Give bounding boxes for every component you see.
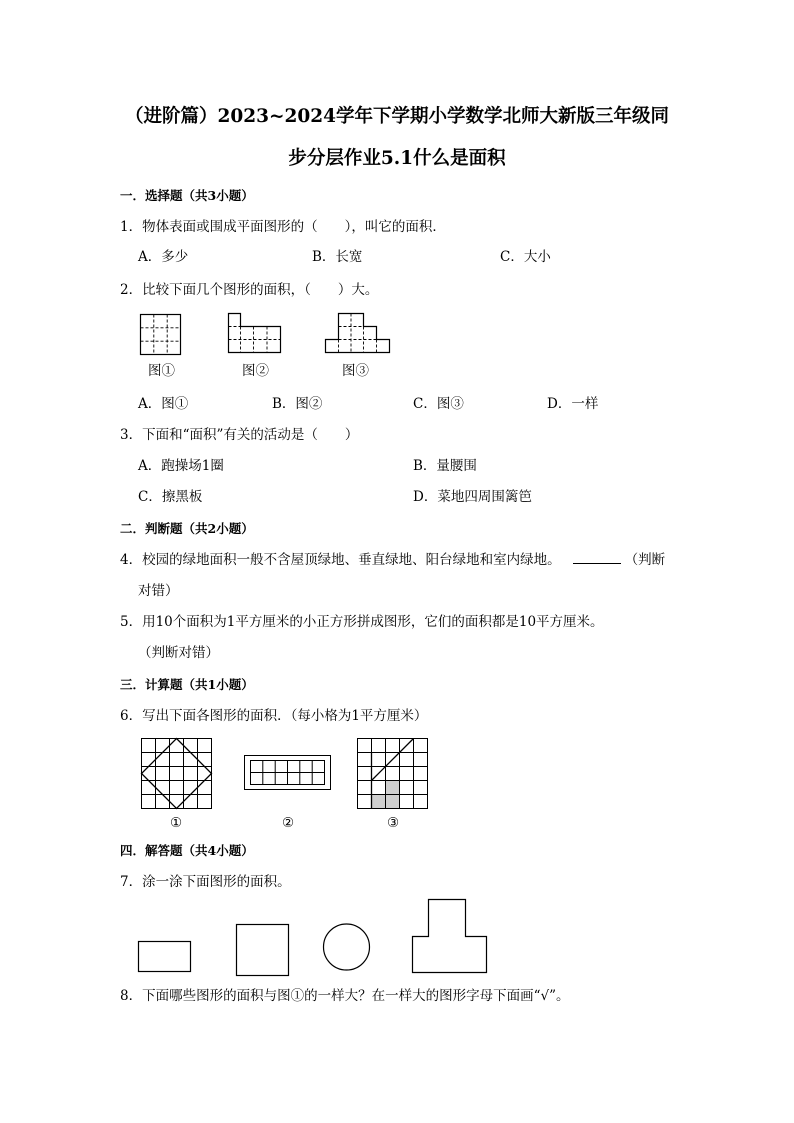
question-7-t-shape [413, 900, 487, 973]
question-7-text: 7．涂一涂下面图形的面积。 [120, 874, 291, 890]
question-1-text: 1．物体表面或围成平面图形的（ ），叫它的面积． [120, 219, 446, 235]
question-7-circle [324, 924, 370, 970]
question-2-text: 2．比较下面几个图形的面积，（ ）大。 [120, 282, 379, 298]
question-2-figure-3-label: 图③ [342, 363, 369, 379]
question-6-text: 6．写出下面各图形的面积．（每小格为1平方厘米） [120, 708, 428, 724]
question-2-option-a: A．图① [138, 396, 189, 412]
question-2-figure-1 [140, 314, 182, 356]
section-heading-judge: 二．判断题（共2小题） [120, 521, 254, 536]
question-2-figure-1-label: 图① [148, 363, 175, 379]
section-heading-choice: 一．选择题（共3小题） [120, 188, 254, 203]
question-4-answer-blank[interactable] [573, 551, 621, 564]
question-6-figure-2 [244, 755, 332, 791]
question-4-continuation: 对错） [138, 583, 179, 599]
question-3-option-a: A．跑操场1圈 [138, 458, 224, 474]
question-2-figure-2-label: 图② [242, 363, 269, 379]
page-title-line2: 步分层作业5.1什么是面积 [288, 148, 506, 169]
page-title-line1: （进阶篇）2023~2024学年下学期小学数学北师大新版三年级同 [125, 106, 669, 127]
question-1-option-b: B．长宽 [312, 249, 363, 265]
question-4-line [120, 551, 665, 569]
section-heading-answer: 四．解答题（共4小题） [120, 843, 254, 858]
question-7-figures [136, 896, 492, 978]
question-6-figure-2-label: ② [282, 815, 295, 831]
section-heading-calc: 三．计算题（共1小题） [120, 677, 254, 692]
question-6-figure-1-label: ① [170, 815, 183, 831]
question-2-figure-2 [228, 313, 282, 355]
question-3-text: 3．下面和“面积”有关的活动是（ ） [120, 427, 359, 443]
question-1-option-a: A．多少 [138, 249, 189, 265]
question-4-suffix: （判断 [624, 552, 666, 568]
question-8-text: 8．下面哪些图形的面积与图①的一样大？在一样大的图形字母下面画“√”。 [120, 988, 570, 1004]
question-2-option-b: B．图② [272, 396, 323, 412]
question-3-option-b: B．量腰围 [413, 458, 477, 474]
question-2-option-d: D．一样 [547, 396, 599, 412]
question-7-square [237, 925, 289, 976]
question-5-continuation: （判断对错） [138, 645, 219, 661]
question-6-figure-3-label: ③ [387, 815, 400, 831]
question-5-text: 5．用10个面积为1平方厘米的小正方形拼成图形，它们的面积都是10平方厘米。 [120, 614, 604, 630]
question-6-figure-3 [357, 738, 429, 810]
question-2-option-c: C．图③ [413, 396, 464, 412]
question-6-figure-1 [141, 738, 213, 810]
question-3-option-c: C．擦黑板 [138, 489, 203, 505]
question-3-option-d: D．菜地四周围篱笆 [413, 489, 532, 505]
question-2-figure-3 [325, 313, 391, 355]
question-1-option-c: C．大小 [500, 249, 551, 265]
question-7-rectangle [139, 942, 191, 972]
question-4-text: 4．校园的绿地面积一般不含屋顶绿地、垂直绿地、阳台绿地和室内绿地。 [120, 552, 561, 568]
